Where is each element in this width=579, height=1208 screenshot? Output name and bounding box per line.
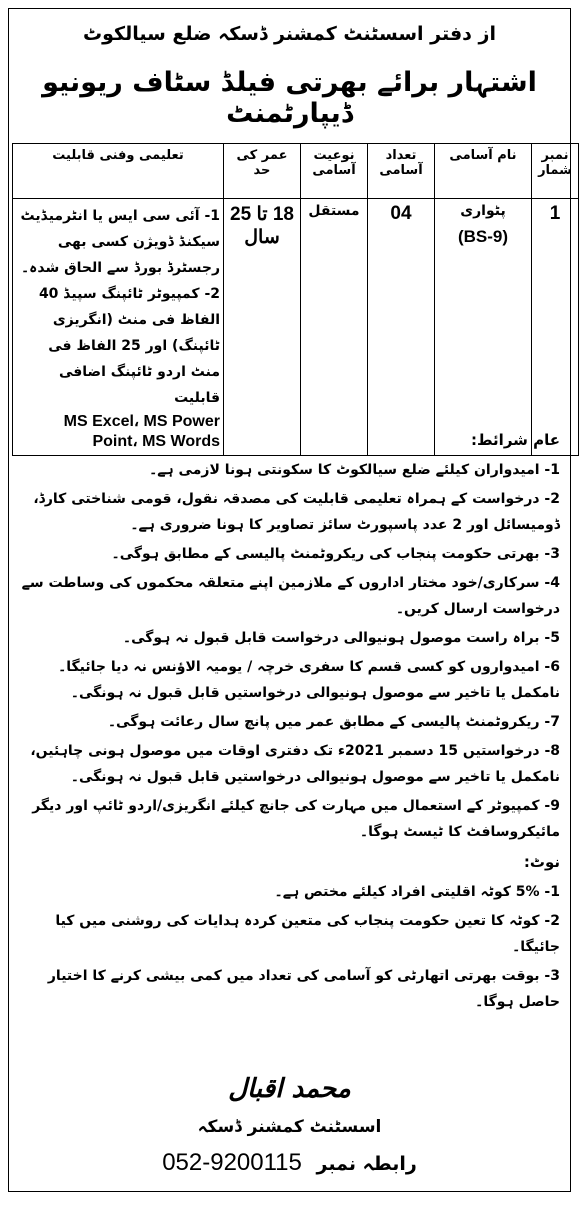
term-item: 9- کمپیوٹر کے استعمال میں مہارت کی جانچ کیلئے انگریزی/اردو ٹائپ اور دیگر مائیکروسافٹ کا ٹیسٹ ہوگا۔ — [32, 798, 560, 840]
cell-count — [368, 199, 435, 456]
term-item: 2- درخواست کے ہمراہ تعلیمی قابلیت کی مصدقہ نقول، قومی شناختی کارڈ، ڈومیسائل اور 2 عدد پاسپورٹ سائز تصاویر کا ہونا ضروری ہے۔ — [33, 491, 560, 533]
table-row — [13, 199, 579, 456]
term-item: 4- سرکاری/خود مختار اداروں کے ملازمین اپنے متعلقہ محکموں کی وساطت سے درخواست ارسال کریں۔ — [21, 575, 560, 617]
nature-value: مستقل — [308, 203, 360, 219]
cell-post — [435, 199, 532, 456]
age-value: 18 تا 25 سال — [230, 204, 294, 248]
jobs-table — [12, 143, 579, 456]
note-item: 1- 5% کوٹہ اقلیتی افراد کیلئے مختص ہے۔ — [274, 884, 560, 900]
office-line: از دفتر اسسٹنٹ کمشنر ڈسکہ ضلع سیالکوٹ — [83, 23, 496, 45]
term-item: 3- بھرتی حکومت پنجاب کی ریکروٹمنٹ پالیسی کے مطابق ہوگی۔ — [111, 546, 560, 562]
cell-serial — [532, 199, 579, 456]
contact-line — [9, 1149, 570, 1177]
terms-heading: عام شرائط: — [470, 431, 560, 449]
contact-label: رابطہ نمبر — [316, 1153, 417, 1175]
header-qualification: تعلیمی وفنی قابلیت — [13, 144, 224, 199]
header-post: نام آسامی — [435, 144, 532, 199]
term-item: 5- براہ راست موصول ہونیوالی درخواست قابل قبول نہ ہوگی۔ — [122, 630, 560, 646]
header-count: تعداد آسامی — [368, 144, 435, 199]
note-item: 2- کوٹہ کا تعین حکومت پنجاب کی متعین کردہ ہدایات کی روشنی میں کیا جائیگا۔ — [55, 913, 560, 955]
term-item: 8- درخواستیں 15 دسمبر 2021ء تک دفتری اوقات میں موصول ہونی چاہئیں، نامکمل یا تاخیر سے موصول ہونیوالی درخواستیں قابل قبول نہ ہونگی۔ — [30, 743, 560, 785]
serial-value: 1 — [549, 203, 561, 224]
notes-heading: نوٹ: — [523, 853, 560, 871]
post-code: (BS-9) — [457, 227, 509, 246]
term-item: 1- امیدواران کیلئے ضلع سیالکوٹ کا سکونتی ہونا لازمی ہے۔ — [149, 462, 560, 478]
note-item: 3- بوقت بھرتی اتھارٹی کو آسامی کی تعداد میں کمی بیشی کرنے کا اختیار حاصل ہوگا۔ — [47, 968, 560, 1010]
cell-nature — [301, 199, 368, 456]
advertisement — [8, 8, 571, 1192]
table-header-row — [13, 144, 579, 199]
qualification-item: 2- کمپیوٹر ٹائپنگ سپیڈ 40 الفاظ فی منٹ (انگریزی ٹائپنگ) اور 25 الفاظ فی منٹ اردو ٹائپنگ اضافی قابلیت — [38, 286, 220, 406]
term-item: 6- امیدواروں کو کسی قسم کا سفری خرچہ / یومیہ الاؤنس نہ دیا جائیگا۔ نامکمل یا تاخیر سے موصول ہونیوالی درخواستیں قابل قبول نہ ہونگی۔ — [58, 659, 560, 701]
header-nature: نوعیت آسامی — [301, 144, 368, 199]
header-serial: نمبر شمار — [532, 144, 579, 199]
signatory-title: اسسٹنٹ کمشنر ڈسکہ — [197, 1117, 382, 1137]
cell-qualification — [13, 199, 224, 456]
signatory-name: محمد اقبال — [228, 1074, 351, 1104]
count-value: 04 — [390, 203, 412, 224]
qualification-item: 1- آئی سی ایس یا انٹرمیڈیٹ سیکنڈ ڈویژن کسی بھی رجسٹرڈ بورڈ سے الحاق شدہ۔ — [20, 208, 220, 276]
header-age: عمر کی حد — [224, 144, 301, 199]
cell-age — [224, 199, 301, 456]
post-name: پٹواری — [460, 203, 506, 219]
qualification-software: MS Excel، MS Power Point، MS Words — [63, 413, 220, 450]
terms-section — [19, 431, 560, 1018]
term-item: 7- ریکروٹمنٹ پالیسی کے مطابق عمر میں پانچ سال رعائت ہوگی۔ — [107, 714, 560, 730]
signature-block — [9, 1074, 570, 1137]
contact-number: 052-9200115 — [162, 1149, 302, 1176]
headline: اشتہار برائے بھرتی فیلڈ سٹاف ریونیو ڈیپارٹمنٹ — [42, 67, 537, 129]
